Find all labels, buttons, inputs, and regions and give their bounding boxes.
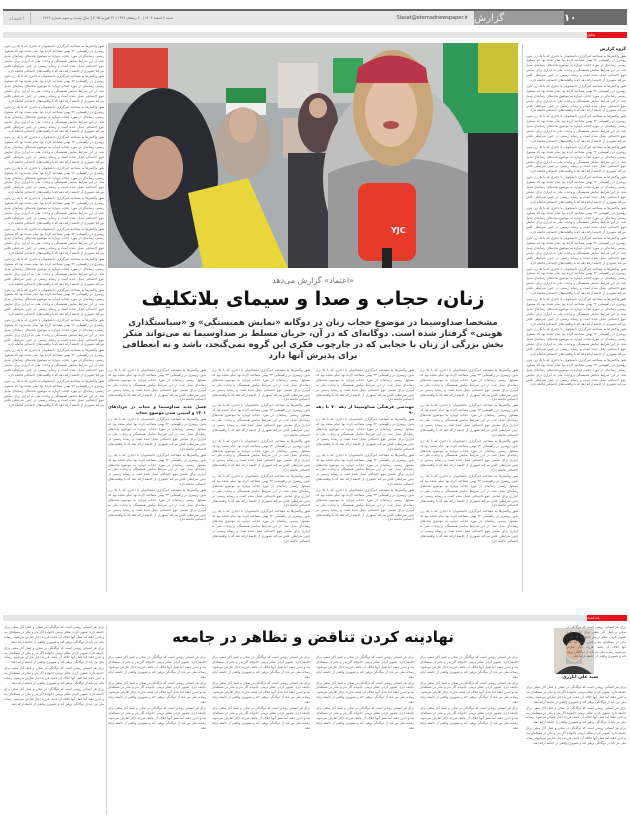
subheading: مهندسی فرهنگی صداوسیما از دهه ۷۰ تا دهه ۹۰ xyxy=(316,404,414,415)
paragraph: هنوز واکنش‌ها به مصاحبه خبرگزاری دانشجویان با دختری که با یک زن بدون روسری در راهپیمایی ۲۲ بهمن مصاحبه کرده بود تمام نشده بود که مسئول رسمی رسانه‌ای در مورد حجاب دوباره به موضوع بحث‌های رسانه‌ای تبدیل شد. در این شرایط نمایش همبستگی و وحدت ملی به ابزاری برای نمایش تنوع اجتماعی تبدیل شده است و رسانه رسمی در چنین شرایطی تلاش می‌کند تصویری از جامعه ارائه دهد که با واقعیت‌های اجتماعی فاصله دارد. xyxy=(316,452,414,487)
paragraph: هنوز واکنش‌ها به مصاحبه خبرگزاری دانشجویان با دختری که با یک زن بدون روسری در راهپیمایی ۲۲ بهمن مصاحبه کرده بود تمام نشده بود که مسئول رسمی رسانه‌ای در مورد حجاب دوباره به موضوع بحث‌های رسانه‌ای تبدیل شد. در این شرایط نمایش همبستگی و وحدت ملی به ابزاری برای نمایش تنوع اجتماعی تبدیل شده است و رسانه رسمی در چنین شرایطی تلاش می‌کند تصویری از جامعه ارائه دهد که با واقعیت‌های اجتماعی فاصله دارد. xyxy=(420,368,518,402)
paragraph: هنوز واکنش‌ها به مصاحبه خبرگزاری دانشجویان با دختری که با یک زن بدون روسری در راهپیمایی ۲۲ بهمن مصاحبه کرده بود تمام نشده بود که مسئول رسمی رسانه‌ای در مورد حجاب دوباره به موضوع بحث‌های رسانه‌ای تبدیل شد. در این شرایط نمایش همبستگی و وحدت ملی به ابزاری برای نمایش تنوع اجتماعی تبدیل شده است و رسانه رسمی در چنین شرایطی تلاش می‌کند تصویری از جامعه ارائه دهد که با واقعیت‌های اجتماعی فاصله دارد. xyxy=(526,114,626,143)
column-bottom-left xyxy=(4,625,104,815)
paragraph: برای هر انسانی روشن است که دوگانگی در سخن و عمل آثار منفی برای جامعه دارد. تصویر کردن نظام تربیتی خانواده اگر پدر و مادر در مسئله‌ای پند و اندرز دهند اما عمل آنها خلاف آن باشد، فرزند دچار تعارض می‌شود. رسانه ملی نیز باید از دوگانگی پرهیز کند و تصویری واقعی از جامعه ارائه دهد. xyxy=(420,680,518,705)
section-tag: یادداشت xyxy=(587,615,627,621)
paragraph: هنوز واکنش‌ها به مصاحبه خبرگزاری دانشجویان با دختری که با یک زن بدون روسری در راهپیمایی ۲۲ بهمن مصاحبه کرده بود تمام نشده بود که مسئول رسمی رسانه‌ای در مورد حجاب دوباره به موضوع بحث‌های رسانه‌ای تبدیل شد. در این شرایط نمایش همبستگی و وحدت ملی به ابزاری برای نمایش تنوع اجتماعی تبدیل شده است و رسانه رسمی در چنین شرایطی تلاش می‌کند تصویری از جامعه ارائه دهد که با واقعیت‌های اجتماعی فاصله دارد. xyxy=(108,417,206,451)
main-headline: زنان، حجاب و صدا و سیمای بلاتکلیف xyxy=(141,288,485,310)
column-bottom-3 xyxy=(212,655,310,815)
paragraph: هنوز واکنش‌ها به مصاحبه خبرگزاری دانشجویان با دختری که با یک زن بدون روسری در راهپیمایی ۲۲ بهمن مصاحبه کرده بود تمام نشده بود که مسئول رسمی رسانه‌ای در مورد حجاب دوباره به موضوع بحث‌های رسانه‌ای تبدیل شد. در این شرایط نمایش همبستگی و وحدت ملی به ابزاری برای نمایش تنوع اجتماعی تبدیل شده است و رسانه رسمی در چنین شرایطی تلاش می‌کند تصویری از جامعه ارائه دهد که با واقعیت‌های اجتماعی فاصله دارد. xyxy=(212,438,310,473)
paragraph: هنوز واکنش‌ها به مصاحبه خبرگزاری دانشجویان با دختری که با یک زن بدون روسری در راهپیمایی ۲۲ بهمن مصاحبه کرده بود تمام نشده بود که مسئول رسمی رسانه‌ای در مورد حجاب دوباره به موضوع بحث‌های رسانه‌ای تبدیل شد. در این شرایط نمایش همبستگی و وحدت ملی به ابزاری برای نمایش تنوع اجتماعی تبدیل شده است و رسانه رسمی در چنین شرایطی تلاش می‌کند تصویری از جامعه ارائه دهد که با واقعیت‌های اجتماعی فاصله دارد. xyxy=(108,452,206,487)
mic-logo-label: YJC xyxy=(391,226,406,235)
paragraph: هنوز واکنش‌ها به مصاحبه خبرگزاری دانشجویان با دختری که با یک زن بدون روسری در راهپیمایی ۲۲ بهمن مصاحبه کرده بود تمام نشده بود که مسئول رسمی رسانه‌ای در مورد حجاب دوباره به موضوع بحث‌های رسانه‌ای تبدیل شد. در این شرایط نمایش همبستگی و وحدت ملی به ابزاری برای نمایش تنوع اجتماعی تبدیل شده است و رسانه رسمی در چنین شرایطی تلاش می‌کند تصویری از جامعه ارائه دهد که با واقعیت‌های اجتماعی فاصله دارد. xyxy=(4,257,104,286)
paragraph: هنوز واکنش‌ها به مصاحبه خبرگزاری دانشجویان با دختری که با یک زن بدون روسری در راهپیمایی ۲۲ بهمن مصاحبه کرده بود تمام نشده بود که مسئول رسمی رسانه‌ای در مورد حجاب دوباره به موضوع بحث‌های رسانه‌ای تبدیل شد. در این شرایط نمایش همبستگی و وحدت ملی به ابزاری برای نمایش تنوع اجتماعی تبدیل شده است و رسانه رسمی در چنین شرایطی تلاش می‌کند تصویری از جامعه ارائه دهد که با واقعیت‌های اجتماعی فاصله دارد. xyxy=(212,474,310,508)
protest-photo xyxy=(108,43,518,268)
paragraph: هنوز واکنش‌ها به مصاحبه خبرگزاری دانشجویان با دختری که با یک زن بدون روسری در راهپیمایی ۲۲ بهمن مصاحبه کرده بود تمام نشده بود که مسئول رسمی رسانه‌ای در مورد حجاب دوباره به موضوع بحث‌های رسانه‌ای تبدیل شد. در این شرایط نمایش همبستگی و وحدت ملی به ابزاری برای نمایش تنوع اجتماعی تبدیل شده است و رسانه رسمی در چنین شرایطی تلاش می‌کند تصویری از جامعه ارائه دهد که با واقعیت‌های اجتماعی فاصله دارد. xyxy=(420,403,518,437)
paragraph: هنوز واکنش‌ها به مصاحبه خبرگزاری دانشجویان با دختری که با یک زن بدون روسری در راهپیمایی ۲۲ بهمن مصاحبه کرده بود تمام نشده بود که مسئول رسمی رسانه‌ای در مورد حجاب دوباره به موضوع بحث‌های رسانه‌ای تبدیل شد. در این شرایط نمایش همبستگی و وحدت ملی به ابزاری برای نمایش تنوع اجتماعی تبدیل شده است و رسانه رسمی در چنین شرایطی تلاش می‌کند تصویری از جامعه ارائه دهد که با واقعیت‌های اجتماعی فاصله دارد. xyxy=(4,378,104,408)
paragraph: برای هر انسانی روشن است که دوگانگی در سخن و عمل آثار منفی برای جامعه دارد. تصویر کردن نظام تربیتی خانواده اگر پدر و مادر در مسئله‌ای پند و اندرز دهند اما عمل آنها خلاف آن باشد، فرزند دچار تعارض می‌شود. رسانه ملی نیز باید از دوگانگی پرهیز کند و تصویری واقعی از جامعه ارائه دهد. xyxy=(4,666,104,685)
paragraph: هنوز واکنش‌ها به مصاحبه خبرگزاری دانشجویان با دختری که با یک زن بدون روسری در راهپیمایی ۲۲ بهمن مصاحبه کرده بود تمام نشده بود که مسئول رسمی رسانه‌ای در مورد حجاب دوباره به موضوع بحث‌های رسانه‌ای تبدیل شد. در این شرایط نمایش همبستگی و وحدت ملی به ابزاری برای نمایش تنوع اجتماعی تبدیل شده است و رسانه رسمی در چنین شرایطی تلاش می‌کند تصویری از جامعه ارائه دهد که با واقعیت‌های اجتماعی فاصله دارد. xyxy=(108,488,206,522)
paragraph: هنوز واکنش‌ها به مصاحبه خبرگزاری دانشجویان با دختری که با یک زن بدون روسری در راهپیمایی ۲۲ بهمن مصاحبه کرده بود تمام نشده بود که مسئول رسمی رسانه‌ای در مورد حجاب دوباره به موضوع بحث‌های رسانه‌ای تبدیل شد. در این شرایط نمایش همبستگی و وحدت ملی به ابزاری برای نمایش تنوع اجتماعی تبدیل شده است و رسانه رسمی در چنین شرایطی تلاش می‌کند تصویری از جامعه ارائه دهد که با واقعیت‌های اجتماعی فاصله دارد. xyxy=(526,205,626,235)
paragraph: برای هر انسانی روشن است که دوگانگی در سخن و عمل آثار منفی برای جامعه دارد. تصویر کردن نظام تربیتی خانواده اگر پدر و مادر در مسئله‌ای پند و اندرز دهند اما عمل آنها خلاف آن باشد، فرزند دچار تعارض می‌شود. رسانه ملی نیز باید از دوگانگی پرهیز کند و تصویری واقعی از جامعه ارائه دهد. xyxy=(526,685,626,704)
section-bar-top xyxy=(3,32,627,38)
paragraph: هنوز واکنش‌ها به مصاحبه خبرگزاری دانشجویان با دختری که با یک زن بدون روسری در راهپیمایی ۲۲ بهمن مصاحبه کرده بود تمام نشده بود که مسئول رسمی رسانه‌ای در مورد حجاب دوباره به موضوع بحث‌های رسانه‌ای تبدیل شد. در این شرایط نمایش همبستگی و وحدت ملی به ابزاری برای نمایش تنوع اجتماعی تبدیل شده است و رسانه رسمی در چنین شرایطی تلاش می‌کند تصویری از جامعه ارائه دهد که با واقعیت‌های اجتماعی فاصله دارد. xyxy=(212,368,310,402)
section-bar-bottom xyxy=(3,615,627,621)
issue-date-line: شنبه ۴ اسفند ۱۴۰۳ | ۲۰ رمضان ۱۴۴۶ | ۲۲ فوریه ۲۰۲۵ | سال بیست و سوم شماره ۶۲۲۶ xyxy=(43,16,174,20)
column-right xyxy=(526,44,626,592)
paragraph: هنوز واکنش‌ها به مصاحبه خبرگزاری دانشجویان با دختری که با یک زن بدون روسری در راهپیمایی ۲۲ بهمن مصاحبه کرده بود تمام نشده بود که مسئول رسمی رسانه‌ای در مورد حجاب دوباره به موضوع بحث‌های رسانه‌ای تبدیل شد. در این شرایط نمایش همبستگی و وحدت ملی به ابزاری برای نمایش تنوع اجتماعی تبدیل شده است و رسانه رسمی در چنین شرایطی تلاش می‌کند تصویری از جامعه ارائه دهد که با واقعیت‌های اجتماعی فاصله دارد. xyxy=(526,144,626,174)
paragraph: هنوز واکنش‌ها به مصاحبه خبرگزاری دانشجویان با دختری که با یک زن بدون روسری در راهپیمایی ۲۲ بهمن مصاحبه کرده بود تمام نشده بود که مسئول رسمی رسانه‌ای در مورد حجاب دوباره به موضوع بحث‌های رسانه‌ای تبدیل شد. در این شرایط نمایش همبستگی و وحدت ملی به ابزاری برای نمایش تنوع اجتماعی تبدیل شده است و رسانه رسمی در چنین شرایطی تلاش می‌کند تصویری از جامعه ارائه دهد که با واقعیت‌های اجتماعی فاصله دارد. xyxy=(526,327,626,356)
column-left xyxy=(4,44,104,592)
byline: گروه گزارش xyxy=(599,46,626,51)
paragraph: برای هر انسانی روشن است که دوگانگی در سخن و عمل آثار منفی برای جامعه دارد. تصویر کردن نظام تربیتی خانواده اگر پدر و مادر در مسئله‌ای پند و اندرز دهند اما عمل آنها خلاف آن باشد، فرزند دچار تعارض می‌شود. رسانه ملی نیز باید از دوگانگی پرهیز کند و تصویری واقعی از جامعه ارائه دهد. xyxy=(316,706,414,730)
author-name: سید علی ابازری xyxy=(562,675,598,680)
column-mid-3 xyxy=(212,368,310,592)
column-bottom-right xyxy=(526,685,626,815)
paragraph: هنوز واکنش‌ها به مصاحبه خبرگزاری دانشجویان با دختری که با یک زن بدون روسری در راهپیمایی ۲۲ بهمن مصاحبه کرده بود تمام نشده بود که مسئول رسمی رسانه‌ای در مورد حجاب دوباره به موضوع بحث‌های رسانه‌ای تبدیل شد. در این شرایط نمایش همبستگی و وحدت ملی به ابزاری برای نمایش تنوع اجتماعی تبدیل شده است و رسانه رسمی در چنین شرایطی تلاش می‌کند تصویری از جامعه ارائه دهد که با واقعیت‌های اجتماعی فاصله دارد. xyxy=(420,509,518,543)
paragraph: برای هر انسانی روشن است که دوگانگی در سخن و عمل آثار منفی برای جامعه دارد. تصویر کردن نظام تربیتی خانواده اگر پدر و مادر در مسئله‌ای پند و اندرز دهند اما عمل آنها خلاف آن باشد، فرزند دچار تعارض می‌شود. رسانه ملی نیز باید از دوگانگی پرهیز کند و تصویری واقعی از جامعه ارائه دهد. xyxy=(212,706,310,730)
paragraph: هنوز واکنش‌ها به مصاحبه خبرگزاری دانشجویان با دختری که با یک زن بدون روسری در راهپیمایی ۲۲ بهمن مصاحبه کرده بود تمام نشده بود که مسئول رسمی رسانه‌ای در مورد حجاب دوباره به موضوع بحث‌های رسانه‌ای تبدیل شد. در این شرایط نمایش همبستگی و وحدت ملی به ابزاری برای نمایش تنوع اجتماعی تبدیل شده است و رسانه رسمی در چنین شرایطی تلاش می‌کند تصویری از جامعه ارائه دهد که با واقعیت‌های اجتماعی فاصله دارد. xyxy=(4,165,104,195)
column-divider xyxy=(522,44,523,592)
paragraph: هنوز واکنش‌ها به مصاحبه خبرگزاری دانشجویان با دختری که با یک زن بدون روسری در راهپیمایی ۲۲ بهمن مصاحبه کرده بود تمام نشده بود که مسئول رسمی رسانه‌ای در مورد حجاب دوباره به موضوع بحث‌های رسانه‌ای تبدیل شد. در این شرایط نمایش همبستگی و وحدت ملی به ابزاری برای نمایش تنوع اجتماعی تبدیل شده است و رسانه رسمی در چنین شرایطی تلاش می‌کند تصویری از جامعه ارائه دهد که با واقعیت‌های اجتماعی فاصله دارد. xyxy=(4,348,104,377)
paragraph: برای هر انسانی روشن است که دوگانگی در سخن و عمل آثار منفی برای جامعه دارد. تصویر کردن نظام تربیتی خانواده اگر پدر و مادر در مسئله‌ای پند و اندرز دهند اما عمل آنها خلاف آن باشد، فرزند دچار تعارض می‌شود. رسانه ملی نیز باید از دوگانگی پرهیز کند و تصویری واقعی از جامعه ارائه دهد. xyxy=(108,706,206,730)
paragraph: برای هر انسانی روشن است که دوگانگی در سخن و عمل آثار منفی برای جامعه دارد. تصویر کردن نظام تربیتی خانواده اگر پدر و مادر در مسئله‌ای پند و اندرز دهند اما عمل آنها خلاف آن باشد، فرزند دچار تعارض می‌شود. رسانه ملی نیز باید از دوگانگی پرهیز کند و تصویری واقعی از جامعه ارائه دهد. xyxy=(316,680,414,705)
column-mid-4 xyxy=(108,368,206,592)
column-mid-1 xyxy=(420,368,518,592)
paragraph: هنوز واکنش‌ها به مصاحبه خبرگزاری دانشجویان با دختری که با یک زن بدون روسری در راهپیمایی ۲۲ بهمن مصاحبه کرده بود تمام نشده بود که مسئول رسمی رسانه‌ای در مورد حجاب دوباره به موضوع بحث‌های رسانه‌ای تبدیل شد. در این شرایط نمایش همبستگی و وحدت ملی به ابزاری برای نمایش تنوع اجتماعی تبدیل شده است و رسانه رسمی در چنین شرایطی تلاش می‌کند تصویری از جامعه ارائه دهد که با واقعیت‌های اجتماعی فاصله دارد. xyxy=(4,287,104,317)
paragraph: برای هر انسانی روشن است که دوگانگی در سخن و عمل آثار منفی برای جامعه دارد. تصویر کردن نظام تربیتی خانواده اگر پدر و مادر در مسئله‌ای پند و اندرز دهند اما عمل آنها خلاف آن باشد، فرزند دچار تعارض می‌شود. رسانه ملی نیز باید از دوگانگی پرهیز کند و تصویری واقعی از جامعه ارائه دهد. xyxy=(526,705,626,725)
paragraph: هنوز واکنش‌ها به مصاحبه خبرگزاری دانشجویان با دختری که با یک زن بدون روسری در راهپیمایی ۲۲ بهمن مصاحبه کرده بود تمام نشده بود که مسئول رسمی رسانه‌ای در مورد حجاب دوباره به موضوع بحث‌های رسانه‌ای تبدیل شد. در این شرایط نمایش همبستگی و وحدت ملی به ابزاری برای نمایش تنوع اجتماعی تبدیل شده است و رسانه رسمی در چنین شرایطی تلاش می‌کند تصویری از جامعه ارائه دهد که با واقعیت‌های اجتماعی فاصله دارد. xyxy=(420,474,518,508)
paragraph: برای هر انسانی روشن است که دوگانگی در سخن و عمل آثار منفی برای جامعه دارد. تصویر کردن نظام تربیتی خانواده اگر پدر و مادر در مسئله‌ای پند و اندرز دهند اما عمل آنها خلاف آن باشد، فرزند دچار تعارض می‌شود. رسانه ملی نیز باید از دوگانگی پرهیز کند و تصویری واقعی از جامعه ارائه دهد. xyxy=(212,680,310,705)
paragraph: برای هر انسانی روشن است که دوگانگی در سخن و عمل آثار منفی برای جامعه دارد. تصویر کردن نظام تربیتی خانواده اگر پدر و مادر در مسئله‌ای پند و اندرز دهند اما عمل آنها خلاف آن باشد، فرزند دچار تعارض می‌شود. رسانه ملی نیز باید از دوگانگی پرهیز کند و تصویری واقعی از جامعه ارائه دهد. xyxy=(212,655,310,679)
paragraph: هنوز واکنش‌ها به مصاحبه خبرگزاری دانشجویان با دختری که با یک زن بدون روسری در راهپیمایی ۲۲ بهمن مصاحبه کرده بود تمام نشده بود که مسئول رسمی رسانه‌ای در مورد حجاب دوباره به موضوع بحث‌های رسانه‌ای تبدیل شد. در این شرایط نمایش همبستگی و وحدت ملی به ابزاری برای نمایش تنوع اجتماعی تبدیل شده است و رسانه رسمی در چنین شرایطی تلاش می‌کند تصویری از جامعه ارائه دهد که با واقعیت‌های اجتماعی فاصله دارد. xyxy=(4,196,104,225)
paragraph: برای هر انسانی روشن است که دوگانگی در سخن و عمل آثار منفی برای جامعه دارد. تصویر کردن نظام تربیتی خانواده اگر پدر و مادر در مسئله‌ای پند و اندرز دهند اما عمل آنها خلاف آن باشد، فرزند دچار تعارض می‌شود. رسانه ملی نیز باید از دوگانگی پرهیز کند و تصویری واقعی از جامعه ارائه دهد. xyxy=(316,655,414,679)
paragraph: برای هر انسانی روشن است که دوگانگی در سخن و عمل آثار منفی برای جامعه دارد. تصویر کردن نظام تربیتی خانواده اگر پدر و مادر در مسئله‌ای پند و اندرز دهند اما عمل آنها خلاف آن باشد، فرزند دچار تعارض می‌شود. رسانه ملی نیز باید از دوگانگی پرهیز کند و تصویری واقعی از جامعه ارائه دهد. xyxy=(108,680,206,705)
kicker: «اعتماد» گزارش می‌دهد xyxy=(272,276,354,285)
section-email[interactable]: Siasat@etemadnewspaper.ir xyxy=(396,15,468,21)
paragraph: برای هر انسانی روشن است که دوگانگی در سخن و عمل آثار منفی برای جامعه دارد. تصویر کردن نظام تربیتی خانواده اگر پدر و مادر در مسئله‌ای پند و اندرز دهند اما عمل آنها خلاف آن باشد، فرزند دچار تعارض می‌شود. رسانه ملی نیز باید از دوگانگی پرهیز کند و تصویری واقعی از جامعه ارائه دهد. xyxy=(4,645,104,665)
bottom-headline: نهادینه کردن تناقض و تظاهر در جامعه xyxy=(172,628,454,646)
column-divider xyxy=(106,625,107,815)
section-title: گزارش xyxy=(474,11,564,25)
paragraph: هنوز واکنش‌ها به مصاحبه خبرگزاری دانشجویان با دختری که با یک زن بدون روسری در راهپیمایی ۲۲ بهمن مصاحبه کرده بود تمام نشده بود که مسئول رسمی رسانه‌ای در مورد حجاب دوباره به موضوع بحث‌های رسانه‌ای تبدیل شد. در این شرایط نمایش همبستگی و وحدت ملی به ابزاری برای نمایش تنوع اجتماعی تبدیل شده است و رسانه رسمی در چنین شرایطی تلاش می‌کند تصویری از جامعه ارائه دهد که با واقعیت‌های اجتماعی فاصله دارد. xyxy=(4,44,104,73)
page-header xyxy=(3,9,627,25)
paragraph: هنوز واکنش‌ها به مصاحبه خبرگزاری دانشجویان با دختری که با یک زن بدون روسری در راهپیمایی ۲۲ بهمن مصاحبه کرده بود تمام نشده بود که مسئول رسمی رسانه‌ای در مورد حجاب دوباره به موضوع بحث‌های رسانه‌ای تبدیل شد. در این شرایط نمایش همبستگی و وحدت ملی به ابزاری برای نمایش تنوع اجتماعی تبدیل شده است و رسانه رسمی در چنین شرایطی تلاش می‌کند تصویری از جامعه ارائه دهد که با واقعیت‌های اجتماعی فاصله دارد. xyxy=(526,297,626,326)
paragraph: هنوز واکنش‌ها به مصاحبه خبرگزاری دانشجویان با دختری که با یک زن بدون روسری در راهپیمایی ۲۲ بهمن مصاحبه کرده بود تمام نشده بود که مسئول رسمی رسانه‌ای در مورد حجاب دوباره به موضوع بحث‌های رسانه‌ای تبدیل شد. در این شرایط نمایش همبستگی و وحدت ملی به ابزاری برای نمایش تنوع اجتماعی تبدیل شده است و رسانه رسمی در چنین شرایطی تلاش می‌کند تصویری از جامعه ارائه دهد که با واقعیت‌های اجتماعی فاصله دارد. xyxy=(420,438,518,473)
paragraph: برای هر انسانی روشن است که دوگانگی در سخن و عمل آثار منفی برای جامعه دارد. تصویر کردن نظام تربیتی خانواده اگر پدر و مادر در مسئله‌ای پند و اندرز دهند اما عمل آنها خلاف آن باشد، فرزند دچار تعارض می‌شود. رسانه ملی نیز باید از دوگانگی پرهیز کند و تصویری واقعی از جامعه ارائه دهد. xyxy=(420,655,518,679)
column-divider xyxy=(106,44,107,592)
paragraph: هنوز واکنش‌ها به مصاحبه خبرگزاری دانشجویان با دختری که با یک زن بدون روسری در راهپیمایی ۲۲ بهمن مصاحبه کرده بود تمام نشده بود که مسئول رسمی رسانه‌ای در مورد حجاب دوباره به موضوع بحث‌های رسانه‌ای تبدیل شد. در این شرایط نمایش همبستگی و وحدت ملی به ابزاری برای نمایش تنوع اجتماعی تبدیل شده است و رسانه رسمی در چنین شرایطی تلاش می‌کند تصویری از جامعه ارائه دهد که با واقعیت‌های اجتماعی فاصله دارد. xyxy=(526,175,626,204)
column-bottom-4 xyxy=(108,655,206,815)
column-bottom-2 xyxy=(316,655,414,815)
paragraph: هنوز واکنش‌ها به مصاحبه خبرگزاری دانشجویان با دختری که با یک زن بدون روسری در راهپیمایی ۲۲ بهمن مصاحبه کرده بود تمام نشده بود که مسئول رسمی رسانه‌ای در مورد حجاب دوباره به موضوع بحث‌های رسانه‌ای تبدیل شد. در این شرایط نمایش همبستگی و وحدت ملی به ابزاری برای نمایش تنوع اجتماعی تبدیل شده است و رسانه رسمی در چنین شرایطی تلاش می‌کند تصویری از جامعه ارائه دهد که با واقعیت‌های اجتماعی فاصله دارد. xyxy=(316,368,414,402)
paragraph: هنوز واکنش‌ها به مصاحبه خبرگزاری دانشجویان با دختری که با یک زن بدون روسری در راهپیمایی ۲۲ بهمن مصاحبه کرده بود تمام نشده بود که مسئول رسمی رسانه‌ای در مورد حجاب دوباره به موضوع بحث‌های رسانه‌ای تبدیل شد. در این شرایط نمایش همبستگی و وحدت ملی به ابزاری برای نمایش تنوع اجتماعی تبدیل شده است و رسانه رسمی در چنین شرایطی تلاش می‌کند تصویری از جامعه ارائه دهد که با واقعیت‌های اجتماعی فاصله دارد. xyxy=(108,368,206,402)
paragraph: هنوز واکنش‌ها به مصاحبه خبرگزاری دانشجویان با دختری که با یک زن بدون روسری در راهپیمایی ۲۲ بهمن مصاحبه کرده بود تمام نشده بود که مسئول رسمی رسانه‌ای در مورد حجاب دوباره به موضوع بحث‌های رسانه‌ای تبدیل شد. در این شرایط نمایش همبستگی و وحدت ملی به ابزاری برای نمایش تنوع اجتماعی تبدیل شده است و رسانه رسمی در چنین شرایطی تلاش می‌کند تصویری از جامعه ارائه دهد که با واقعیت‌های اجتماعی فاصله دارد. xyxy=(526,236,626,265)
article-photo xyxy=(108,43,518,268)
page-number: ۱۰ xyxy=(564,11,627,25)
paragraph: هنوز واکنش‌ها به مصاحبه خبرگزاری دانشجویان با دختری که با یک زن بدون روسری در راهپیمایی ۲۲ بهمن مصاحبه کرده بود تمام نشده بود که مسئول رسمی رسانه‌ای در مورد حجاب دوباره به موضوع بحث‌های رسانه‌ای تبدیل شد. در این شرایط نمایش همبستگی و وحدت ملی به ابزاری برای نمایش تنوع اجتماعی تبدیل شده است و رسانه رسمی در چنین شرایطی تلاش می‌کند تصویری از جامعه ارائه دهد که با واقعیت‌های اجتماعی فاصله دارد. xyxy=(212,509,310,543)
paragraph: برای هر انسانی روشن است که دوگانگی در سخن و عمل آثار منفی برای جامعه دارد. تصویر کردن نظام تربیتی خانواده اگر پدر و مادر در مسئله‌ای پند و اندرز دهند اما عمل آنها خلاف آن باشد، فرزند دچار تعارض می‌شود. رسانه ملی نیز باید از دوگانگی پرهیز کند و تصویری واقعی از جامعه ارائه دهد. xyxy=(4,625,104,644)
paragraph: برای هر انسانی روشن است که دوگانگی در سخن و عمل آثار منفی برای جامعه دارد. تصویر کردن نظام تربیتی خانواده اگر پدر و مادر در مسئله‌ای پند و اندرز دهند اما عمل آنها خلاف آن باشد، فرزند دچار تعارض می‌شود. رسانه ملی نیز باید از دوگانگی پرهیز کند و تصویری واقعی از جامعه ارائه دهد. xyxy=(526,726,626,745)
paragraph: هنوز واکنش‌ها به مصاحبه خبرگزاری دانشجویان با دختری که با یک زن بدون روسری در راهپیمایی ۲۲ بهمن مصاحبه کرده بود تمام نشده بود که مسئول رسمی رسانه‌ای در مورد حجاب دوباره به موضوع بحث‌های رسانه‌ای تبدیل شد. در این شرایط نمایش همبستگی و وحدت ملی به ابزاری برای نمایش تنوع اجتماعی تبدیل شده است و رسانه رسمی در چنین شرایطی تلاش می‌کند تصویری از جامعه ارائه دهد که با واقعیت‌های اجتماعی فاصله دارد. xyxy=(316,488,414,522)
paragraph: هنوز واکنش‌ها به مصاحبه خبرگزاری دانشجویان با دختری که با یک زن بدون روسری در راهپیمایی ۲۲ بهمن مصاحبه کرده بود تمام نشده بود که مسئول رسمی رسانه‌ای در مورد حجاب دوباره به موضوع بحث‌های رسانه‌ای تبدیل شد. در این شرایط نمایش همبستگی و وحدت ملی به ابزاری برای نمایش تنوع اجتماعی تبدیل شده است و رسانه رسمی در چنین شرایطی تلاش می‌کند تصویری از جامعه ارائه دهد که با واقعیت‌های اجتماعی فاصله دارد. xyxy=(316,417,414,451)
column-bottom-1 xyxy=(420,655,518,815)
column-mid-2 xyxy=(316,368,414,592)
paragraph: هنوز واکنش‌ها به مصاحبه خبرگزاری دانشجویان با دختری که با یک زن بدون روسری در راهپیمایی ۲۲ بهمن مصاحبه کرده بود تمام نشده بود که مسئول رسمی رسانه‌ای در مورد حجاب دوباره به موضوع بحث‌های رسانه‌ای تبدیل شد. در این شرایط نمایش همبستگی و وحدت ملی به ابزاری برای نمایش تنوع اجتماعی تبدیل شده است و رسانه رسمی در چنین شرایطی تلاش می‌کند تصویری از جامعه ارائه دهد که با واقعیت‌های اجتماعی فاصله دارد. xyxy=(4,226,104,256)
paragraph: برای هر انسانی روشن است که دوگانگی در سخن و عمل آثار منفی برای جامعه دارد. تصویر کردن نظام تربیتی خانواده اگر پدر و مادر در مسئله‌ای پند و اندرز دهند اما عمل آنها خلاف آن باشد، فرزند دچار تعارض می‌شود. رسانه ملی نیز باید از دوگانگی پرهیز کند و تصویری واقعی از جامعه ارائه دهد. xyxy=(420,706,518,730)
paragraph: برای هر انسانی روشن است که دوگانگی در سخن و عمل آثار منفی برای جامعه دارد. تصویر کردن نظام تربیتی خانواده اگر پدر و مادر در مسئله‌ای پند و اندرز دهند اما عمل آنها خلاف آن باشد، فرزند دچار تعارض می‌شود. رسانه ملی نیز باید از دوگانگی پرهیز کند و تصویری واقعی از جامعه ارائه دهد. xyxy=(108,655,206,679)
article-deck: مشخصا صداوسیما در موضوع حجاب زنان در دوگانه «نمایش همبستگی» و «سیاستگذاری هویتی» گرفتار شده است. دوگانه‌ای که در آن، جریان مسلط بر صداوسیما نه می‌تواند منکر بخش بزرگی از زنان با حجابی که در چارچوب فکری این گروه نمی‌گنجد، باشد و نه انعطافی برای پذیرش آنها دارد xyxy=(122,318,504,361)
paragraph: هنوز واکنش‌ها به مصاحبه خبرگزاری دانشجویان با دختری که با یک زن بدون روسری در راهپیمایی ۲۲ بهمن مصاحبه کرده بود تمام نشده بود که مسئول رسمی رسانه‌ای در مورد حجاب دوباره به موضوع بحث‌های رسانه‌ای تبدیل شد. در این شرایط نمایش همبستگی و وحدت ملی به ابزاری برای نمایش تنوع اجتماعی تبدیل شده است و رسانه رسمی در چنین شرایطی تلاش می‌کند تصویری از جامعه ارائه دهد که با واقعیت‌های اجتماعی فاصله دارد. xyxy=(526,53,626,83)
subheading: فصل جدید صداوسیما و حجاب در خردادهای ۱۴۰۱ و امنیتی شدن موضوع حجاب xyxy=(108,404,206,415)
paragraph: هنوز واکنش‌ها به مصاحبه خبرگزاری دانشجویان با دختری که با یک زن بدون روسری در راهپیمایی ۲۲ بهمن مصاحبه کرده بود تمام نشده بود که مسئول رسمی رسانه‌ای در مورد حجاب دوباره به موضوع بحث‌های رسانه‌ای تبدیل شد. در این شرایط نمایش همبستگی و وحدت ملی به ابزاری برای نمایش تنوع اجتماعی تبدیل شده است و رسانه رسمی در چنین شرایطی تلاش می‌کند تصویری از جامعه ارائه دهد که با واقعیت‌های اجتماعی فاصله دارد. xyxy=(212,403,310,437)
paragraph: هنوز واکنش‌ها به مصاحبه خبرگزاری دانشجویان با دختری که با یک زن بدون روسری در راهپیمایی ۲۲ بهمن مصاحبه کرده بود تمام نشده بود که مسئول رسمی رسانه‌ای در مورد حجاب دوباره به موضوع بحث‌های رسانه‌ای تبدیل شد. در این شرایط نمایش همبستگی و وحدت ملی به ابزاری برای نمایش تنوع اجتماعی تبدیل شده است و رسانه رسمی در چنین شرایطی تلاش می‌کند تصویری از جامعه ارائه دهد که با واقعیت‌های اجتماعی فاصله دارد. xyxy=(526,83,626,113)
paragraph: هنوز واکنش‌ها به مصاحبه خبرگزاری دانشجویان با دختری که با یک زن بدون روسری در راهپیمایی ۲۲ بهمن مصاحبه کرده بود تمام نشده بود که مسئول رسمی رسانه‌ای در مورد حجاب دوباره به موضوع بحث‌های رسانه‌ای تبدیل شد. در این شرایط نمایش همبستگی و وحدت ملی به ابزاری برای نمایش تنوع اجتماعی تبدیل شده است و رسانه رسمی در چنین شرایطی تلاش می‌کند تصویری از جامعه ارائه دهد که با واقعیت‌های اجتماعی فاصله دارد. xyxy=(526,266,626,296)
paragraph: برای هر انسانی روشن است که دوگانگی در سخن و عمل آثار منفی برای جامعه دارد. تصویر کردن نظام تربیتی خانواده اگر پدر و مادر در مسئله‌ای پند و اندرز دهند اما عمل آنها خلاف آن باشد، فرزند دچار تعارض می‌شود. رسانه ملی نیز باید از دوگانگی پرهیز کند و تصویری واقعی از جامعه ارائه دهد. xyxy=(566,625,626,659)
section-tag: تحلیل xyxy=(587,32,627,38)
paragraph: هنوز واکنش‌ها به مصاحبه خبرگزاری دانشجویان با دختری که با یک زن بدون روسری در راهپیمایی ۲۲ بهمن مصاحبه کرده بود تمام نشده بود که مسئول رسمی رسانه‌ای در مورد حجاب دوباره به موضوع بحث‌های رسانه‌ای تبدیل شد. در این شرایط نمایش همبستگی و وحدت ملی به ابزاری برای نمایش تنوع اجتماعی تبدیل شده است و رسانه رسمی در چنین شرایطی تلاش می‌کند تصویری از جامعه ارائه دهد که با واقعیت‌های اجتماعی فاصله دارد. xyxy=(4,104,104,134)
paragraph: برای هر انسانی روشن است که دوگانگی در سخن و عمل آثار منفی برای جامعه دارد. تصویر کردن نظام تربیتی خانواده اگر پدر و مادر در مسئله‌ای پند و اندرز دهند اما عمل آنها خلاف آن باشد، فرزند دچار تعارض می‌شود. رسانه ملی نیز باید از دوگانگی پرهیز کند و تصویری واقعی از جامعه ارائه دهد. xyxy=(4,686,104,706)
paragraph: هنوز واکنش‌ها به مصاحبه خبرگزاری دانشجویان با دختری که با یک زن بدون روسری در راهپیمایی ۲۲ بهمن مصاحبه کرده بود تمام نشده بود که مسئول رسمی رسانه‌ای در مورد حجاب دوباره به موضوع بحث‌های رسانه‌ای تبدیل شد. در این شرایط نمایش همبستگی و وحدت ملی به ابزاری برای نمایش تنوع اجتماعی تبدیل شده است و رسانه رسمی در چنین شرایطی تلاش می‌کند تصویری از جامعه ارائه دهد که با واقعیت‌های اجتماعی فاصله دارد. xyxy=(4,74,104,103)
column-bottom-intro xyxy=(566,625,626,675)
newspaper-logo: اعتماد xyxy=(9,12,31,24)
paragraph: هنوز واکنش‌ها به مصاحبه خبرگزاری دانشجویان با دختری که با یک زن بدون روسری در راهپیمایی ۲۲ بهمن مصاحبه کرده بود تمام نشده بود که مسئول رسمی رسانه‌ای در مورد حجاب دوباره به موضوع بحث‌های رسانه‌ای تبدیل شد. در این شرایط نمایش همبستگی و وحدت ملی به ابزاری برای نمایش تنوع اجتماعی تبدیل شده است و رسانه رسمی در چنین شرایطی تلاش می‌کند تصویری از جامعه ارائه دهد که با واقعیت‌های اجتماعی فاصله دارد. xyxy=(4,135,104,164)
paragraph: هنوز واکنش‌ها به مصاحبه خبرگزاری دانشجویان با دختری که با یک زن بدون روسری در راهپیمایی ۲۲ بهمن مصاحبه کرده بود تمام نشده بود که مسئول رسمی رسانه‌ای در مورد حجاب دوباره به موضوع بحث‌های رسانه‌ای تبدیل شد. در این شرایط نمایش همبستگی و وحدت ملی به ابزاری برای نمایش تنوع اجتماعی تبدیل شده است و رسانه رسمی در چنین شرایطی تلاش می‌کند تصویری از جامعه ارائه دهد که با واقعیت‌های اجتماعی فاصله دارد. xyxy=(4,317,104,347)
paragraph: هنوز واکنش‌ها به مصاحبه خبرگزاری دانشجویان با دختری که با یک زن بدون روسری در راهپیمایی ۲۲ بهمن مصاحبه کرده بود تمام نشده بود که مسئول رسمی رسانه‌ای در مورد حجاب دوباره به موضوع بحث‌های رسانه‌ای تبدیل شد. در این شرایط نمایش همبستگی و وحدت ملی به ابزاری برای نمایش تنوع اجتماعی تبدیل شده است و رسانه رسمی در چنین شرایطی تلاش می‌کند تصویری از جامعه ارائه دهد که با واقعیت‌های اجتماعی فاصله دارد. xyxy=(526,357,626,387)
